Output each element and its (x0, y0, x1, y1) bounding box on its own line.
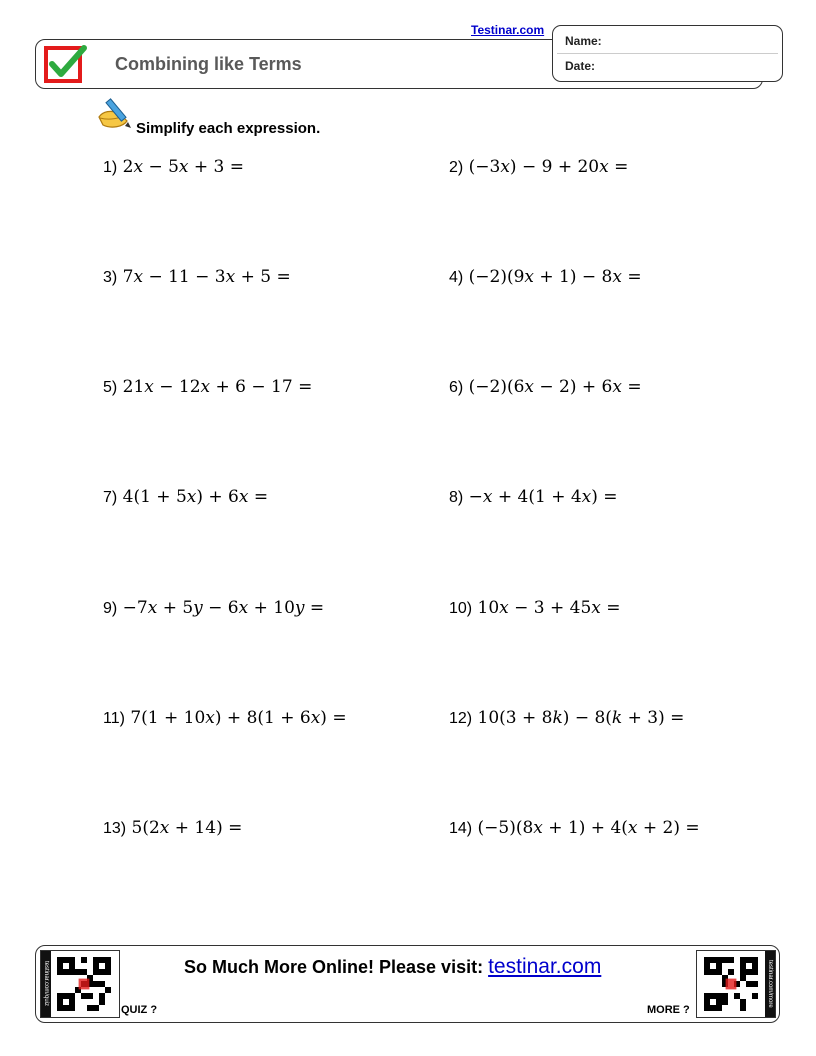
problem-expression: (−5)(8𝑥 + 1) + 4(𝑥 + 2) = (477, 818, 700, 838)
problem-expression: 7(1 + 10𝑥) + 8(1 + 6𝑥) = (130, 708, 347, 728)
checkmark-logo-icon (44, 44, 88, 84)
qr-caption: testinar.com/quiz (41, 951, 51, 1017)
problem-expression: −𝑥 + 4(1 + 4𝑥) = (468, 487, 618, 507)
problem-number: 14) (449, 820, 473, 837)
problem-expression: 2𝑥 − 5𝑥 + 3 = (122, 157, 245, 177)
problem-number: 3) (103, 269, 118, 286)
problem-expression: (−2)(9𝑥 + 1) − 8𝑥 = (468, 267, 642, 287)
problem-number: 12) (449, 710, 473, 727)
problem-item (103, 818, 242, 838)
problem-item (449, 157, 628, 177)
problem-item (103, 598, 324, 618)
problem-number: 4) (449, 269, 464, 286)
problem-item (103, 708, 347, 728)
problem-item (449, 818, 700, 838)
footer-text: So Much More Online! Please visit: (184, 957, 484, 977)
qr-code-icon (57, 957, 111, 1011)
footer-link[interactable]: testinar.com (488, 955, 602, 978)
qr-code-more[interactable] (696, 950, 776, 1018)
problem-expression: 10𝑥 − 3 + 45𝑥 = (477, 598, 621, 618)
worksheet-title: Combining like Terms (115, 54, 302, 74)
problem-number: 7) (103, 489, 118, 506)
problem-expression: 10(3 + 8𝑘) − 8(𝑘 + 3) = (477, 708, 685, 728)
problem-number: 5) (103, 379, 118, 396)
problem-expression: 5(2𝑥 + 14) = (131, 818, 243, 838)
qr-code-quiz[interactable] (40, 950, 120, 1018)
problem-item (449, 708, 684, 728)
quiz-label[interactable]: QUIZ ? (121, 1004, 158, 1016)
name-date-divider (557, 53, 778, 54)
problem-number: 1) (103, 159, 118, 176)
problem-item (449, 487, 618, 507)
problem-expression: 7𝑥 − 11 − 3𝑥 + 5 = (122, 267, 291, 287)
more-label[interactable]: MORE ? (647, 1004, 690, 1016)
qr-caption: testinar.com/more (765, 951, 775, 1017)
problem-item (449, 598, 621, 618)
testinar-link[interactable]: Testinar.com (471, 23, 545, 37)
problem-expression: (−2)(6𝑥 − 2) + 6𝑥 = (468, 377, 642, 397)
problem-item (103, 487, 268, 507)
problem-item (103, 267, 291, 287)
problem-number: 11) (103, 710, 125, 727)
problem-number: 9) (103, 600, 118, 617)
problem-item (103, 377, 312, 397)
problem-expression: 21𝑥 − 12𝑥 + 6 − 17 = (122, 377, 313, 397)
problem-item (103, 157, 244, 177)
problem-expression: 4(1 + 5𝑥) + 6𝑥 = (122, 487, 269, 507)
footer-message (184, 955, 601, 979)
problem-expression: −7𝑥 + 5𝑦 − 6𝑥 + 10𝑦 = (122, 598, 325, 618)
pencil-hand-icon (97, 95, 137, 133)
problem-item (449, 267, 642, 287)
qr-code-icon (704, 957, 758, 1011)
problem-expression: (−3𝑥) − 9 + 20𝑥 = (468, 157, 629, 177)
problem-number: 10) (449, 600, 473, 617)
problem-item (449, 377, 642, 397)
instructions-text: Simplify each expression. (136, 120, 321, 137)
date-label: Date: (565, 59, 596, 73)
name-date-box (552, 25, 783, 82)
problem-number: 13) (103, 820, 127, 837)
problem-number: 2) (449, 159, 464, 176)
problem-number: 8) (449, 489, 464, 506)
problem-number: 6) (449, 379, 464, 396)
name-label: Name: (565, 34, 602, 48)
